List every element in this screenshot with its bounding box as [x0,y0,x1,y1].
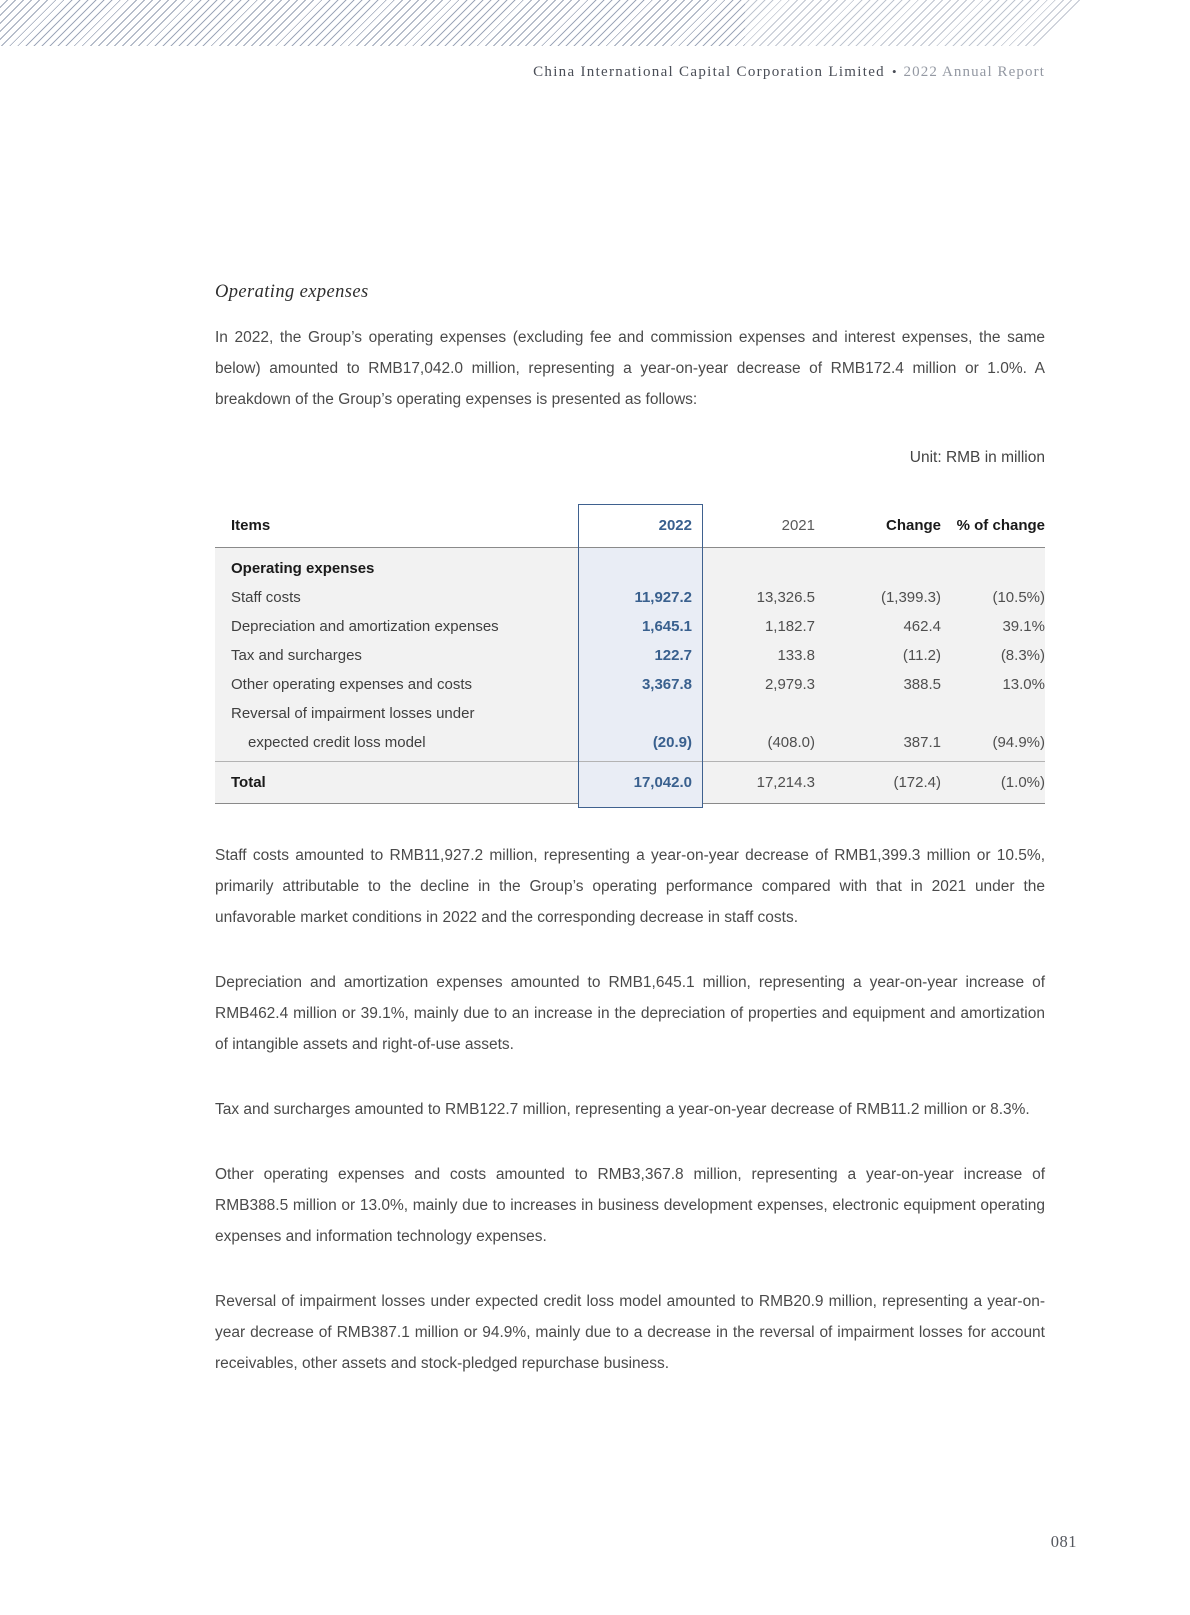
body-paragraphs [215,840,1045,1413]
row-value-change: (11.2) [902,647,941,664]
row-value-change: 388.5 [903,676,941,693]
row-value-2022: 1,645.1 [641,618,692,635]
row-value-2021: 2,979.3 [764,676,815,693]
total-label: Total [231,773,266,791]
total-value-2022: 17,042.0 [633,773,692,791]
running-header-company: China International Capital Corporation Limited [533,64,885,80]
table-row [215,612,1045,641]
row-value-2022: 3,367.8 [641,676,692,693]
row-value-2021: 133.8 [777,647,815,664]
column-header-2022: 2022 [658,517,692,534]
table-bottom-rule-left [215,803,578,804]
column-header-items: Items [231,517,271,534]
row-value-2021: (408.0) [767,734,815,751]
decorative-hatch-band-dark-segment [0,0,745,46]
table-total-row [215,761,1045,803]
operating-expenses-table [215,504,1045,816]
row-value-2021: 1,182.7 [764,618,815,635]
table-row [215,670,1045,699]
table-row-wrapped-line1 [215,699,1045,728]
row-item-label-line2: expected credit loss model [248,734,426,751]
row-value-pct: 13.0% [1002,676,1045,693]
paragraph-depreciation: Depreciation and amortization expenses amounted to RMB1,645.1 million, representing a year-on-year increase of RMB462.4 million or 39.1%, mainly due to an increase in the depreciation of properties and equipment and amortization of intangible assets and right-of-use assets. [215,974,1045,1053]
intro-paragraph: In 2022, the Group’s operating expenses (excluding fee and commission expenses and interest expenses, the same below) amounted to RMB17,042.0 million, representing a year-on-year decrease of RMB172.4 million or 1.0%. A breakdown of the Group’s operating expenses is presented as follows: [215,329,1045,408]
table-section-row [215,554,1045,583]
row-value-pct: (10.5%) [992,589,1045,606]
paragraph-tax: Tax and surcharges amounted to RMB122.7 million, representing a year-on-year decrease of RMB11.2 million or 8.3%. [215,1101,1030,1118]
table-row [215,641,1045,670]
row-item-label-line1: Reversal of impairment losses under [231,705,475,722]
bullet-separator-icon: • [891,64,897,79]
table-section-label: Operating expenses [231,560,375,577]
row-value-change: 387.1 [903,734,941,751]
decorative-hatch-band [0,0,1082,46]
row-item-label: Other operating expenses and costs [231,676,472,693]
total-value-2021: 17,214.3 [756,773,815,791]
total-value-change: (172.4) [893,773,941,791]
row-value-2021: 13,326.5 [756,589,815,606]
column-header-2021: 2021 [781,517,815,534]
row-item-label: Depreciation and amortization expenses [231,618,499,635]
column-header-pct-of-change: % of change [956,517,1045,534]
row-item-label: Tax and surcharges [231,647,362,664]
column-header-change: Change [885,517,941,534]
table-header-row [215,504,1045,547]
table-bottom-rule-right [703,803,1045,804]
row-value-change: 462.4 [903,618,941,635]
running-header-report: 2022 Annual Report [903,64,1045,80]
unit-note: Unit: RMB in million [909,449,1045,466]
row-value-pct: 39.1% [1002,618,1045,635]
row-value-pct: (94.9%) [992,734,1045,751]
row-value-pct: (8.3%) [1000,647,1045,664]
row-value-2022: (20.9) [652,734,692,751]
paragraph-other-expenses: Other operating expenses and costs amounted to RMB3,367.8 million, representing a year-on-year increase of RMB388.5 million or 13.0%, mainly due to increases in business development expenses, electronic equipment operating expenses and information technology expenses. [215,1166,1045,1245]
row-value-change: (1,399.3) [880,589,941,606]
page-number: 081 [1050,1532,1077,1551]
row-value-2022: 11,927.2 [634,589,692,606]
table-row [215,583,1045,612]
table-row-wrapped-line2 [215,728,1045,757]
total-value-pct: (1.0%) [1000,773,1045,791]
row-item-label: Staff costs [231,589,301,606]
row-value-2022: 122.7 [654,647,692,664]
running-header [215,62,1045,82]
section-title: Operating expenses [215,282,369,302]
paragraph-staff-costs: Staff costs amounted to RMB11,927.2 million, representing a year-on-year decrease of RMB1,399.3 million or 10.5%, primarily attributable to the decline in the Group’s operating performance compared with that in 2021 under the unfavorable market conditions in 2022 and the corresponding decrease in staff costs. [215,847,1045,926]
paragraph-reversal: Reversal of impairment losses under expected credit loss model amounted to RMB20.9 million, representing a year-on-year decrease of RMB387.1 million or 94.9%, mainly due to a decrease in the reversal of impairment losses for account receivables, other assets and stock-pledged repurchase business. [215,1293,1045,1372]
